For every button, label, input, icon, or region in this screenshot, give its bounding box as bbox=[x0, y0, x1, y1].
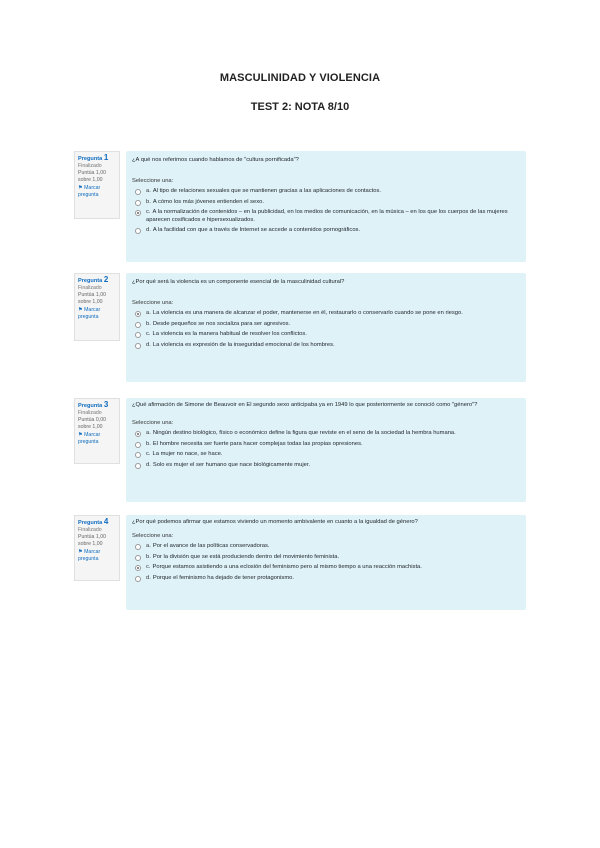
question-state: Finalizado bbox=[78, 163, 102, 169]
question-number: Pregunta 4 bbox=[78, 517, 109, 526]
radio-button[interactable] bbox=[135, 544, 141, 550]
flag-icon: ⚑ bbox=[78, 432, 83, 438]
answer-option[interactable]: c. Porque estamos asistiendo a una eclosión del feminismo pero al mismo tiempo a una reacción machista. bbox=[135, 564, 520, 571]
answer-prompt: Seleccione una: bbox=[132, 300, 174, 306]
question-content bbox=[126, 273, 526, 382]
radio-button[interactable] bbox=[135, 189, 141, 195]
radio-button[interactable] bbox=[135, 442, 141, 448]
flag-question-link[interactable]: ⚑ Marcar pregunta bbox=[78, 549, 101, 562]
question-score: Puntúa 0,00 sobre 1,00 bbox=[78, 417, 106, 430]
question-block bbox=[74, 273, 526, 382]
radio-button[interactable] bbox=[135, 200, 141, 206]
answer-option[interactable]: c. La violencia es la manera habitual de resolver los conflictos. bbox=[135, 331, 520, 338]
answer-option[interactable]: d. Solo es mujer el ser humano que nace biológicamente mujer. bbox=[135, 462, 520, 469]
question-info bbox=[74, 151, 120, 219]
document-title: MASCULINIDAD Y VIOLENCIA bbox=[219, 72, 381, 84]
question-text: ¿A qué nos referimos cuando hablamos de "cultura pornificada"? bbox=[132, 157, 299, 163]
radio-button[interactable] bbox=[135, 576, 141, 582]
answer-option[interactable]: b. Desde pequeños se nos socializa para ser agresivos. bbox=[135, 321, 520, 328]
flag-question-link[interactable]: ⚑ Marcar pregunta bbox=[78, 185, 101, 198]
flag-question-link[interactable]: ⚑ Marcar pregunta bbox=[78, 432, 101, 445]
answer-list bbox=[132, 430, 520, 469]
question-info bbox=[74, 398, 120, 464]
question-block bbox=[74, 151, 526, 262]
answer-option[interactable]: b. Por la división que se está produciendo dentro del movimiento feminista. bbox=[135, 554, 520, 561]
radio-button[interactable] bbox=[135, 332, 141, 338]
answer-list bbox=[132, 543, 520, 582]
radio-button[interactable] bbox=[135, 228, 141, 234]
question-text: ¿Qué afirmación de Simone de Beauvoir en El segundo sexo anticipaba ya en 1949 lo que posteriormente se conoció como "género"? bbox=[132, 402, 478, 408]
question-block bbox=[74, 515, 526, 610]
answer-prompt: Seleccione una: bbox=[132, 420, 174, 426]
radio-button-selected[interactable] bbox=[135, 565, 141, 571]
question-content bbox=[126, 398, 526, 502]
question-state: Finalizado bbox=[78, 285, 102, 291]
flag-icon: ⚑ bbox=[78, 549, 83, 555]
radio-button-selected[interactable] bbox=[135, 431, 141, 437]
question-text: ¿Por qué podemos afirmar que estamos viviendo un momento ambivalente en cuanto a la igualdad de género? bbox=[132, 519, 418, 525]
question-state: Finalizado bbox=[78, 410, 102, 416]
question-number: Pregunta 3 bbox=[78, 400, 109, 409]
answer-option[interactable]: b. A cómo los más jóvenes entienden el sexo. bbox=[135, 199, 520, 206]
question-info bbox=[74, 515, 120, 581]
flag-question-link[interactable]: ⚑ Marcar pregunta bbox=[78, 307, 101, 320]
answer-list bbox=[132, 310, 520, 349]
answer-option[interactable]: d. A la facilidad con que a través de Internet se accede a contenidos pornográficos. bbox=[135, 227, 520, 234]
answer-prompt: Seleccione una: bbox=[132, 533, 174, 539]
radio-button[interactable] bbox=[135, 452, 141, 458]
radio-button[interactable] bbox=[135, 322, 141, 328]
question-state: Finalizado bbox=[78, 527, 102, 533]
question-score: Puntúa 1,00 sobre 1,00 bbox=[78, 292, 106, 305]
answer-option[interactable]: a. Ningún destino biológico, físico o económico define la figura que reviste en el seno de la sociedad la hembra humana. bbox=[135, 430, 520, 437]
question-number: Pregunta 1 bbox=[78, 153, 109, 162]
answer-option[interactable]: c. La mujer no nace, se hace. bbox=[135, 451, 520, 458]
question-score: Puntúa 1,00 sobre 1,00 bbox=[78, 170, 106, 183]
radio-button-selected[interactable] bbox=[135, 210, 141, 216]
radio-button[interactable] bbox=[135, 463, 141, 469]
radio-button[interactable] bbox=[135, 343, 141, 349]
document-subtitle: TEST 2: NOTA 8/10 bbox=[250, 101, 350, 113]
question-number: Pregunta 2 bbox=[78, 275, 109, 284]
question-block bbox=[74, 398, 526, 502]
flag-icon: ⚑ bbox=[78, 307, 83, 313]
answer-option[interactable]: d. Porque el feminismo ha dejado de tener protagonismo. bbox=[135, 575, 520, 582]
answer-option[interactable]: d. La violencia es expresión de la inseguridad emocional de los hombres. bbox=[135, 342, 520, 349]
question-content bbox=[126, 515, 526, 610]
question-text: ¿Por qué será la violencia es un componente esencial de la masculinidad cultural? bbox=[132, 279, 345, 285]
answer-option[interactable]: a. Al tipo de relaciones sexuales que se mantienen gracias a las aplicaciones de contactos. bbox=[135, 188, 520, 195]
answer-option[interactable]: c. A la normalización de contenidos – en la publicidad, en los medios de comunicación, en la música – en los que los cuerpos de las mujeres aparecen cosificados e hipersexualizados. bbox=[135, 209, 520, 224]
answer-option[interactable]: a. La violencia es una manera de alcanzar el poder, mantenerse en él, restaurarlo o conservarlo cuando se pone en riesgo. bbox=[135, 310, 520, 317]
flag-icon: ⚑ bbox=[78, 185, 83, 191]
answer-prompt: Seleccione una: bbox=[132, 178, 174, 184]
answer-option[interactable]: a. Por el avance de las políticas conservadoras. bbox=[135, 543, 520, 550]
question-content bbox=[126, 151, 526, 262]
radio-button-selected[interactable] bbox=[135, 311, 141, 317]
answer-option[interactable]: b. El hombre necesita ser fuerte para hacer complejas todas las propias opresiones. bbox=[135, 441, 520, 448]
answer-list bbox=[132, 188, 520, 234]
question-info bbox=[74, 273, 120, 341]
radio-button[interactable] bbox=[135, 555, 141, 561]
question-score: Puntúa 1,00 sobre 1,00 bbox=[78, 534, 106, 547]
